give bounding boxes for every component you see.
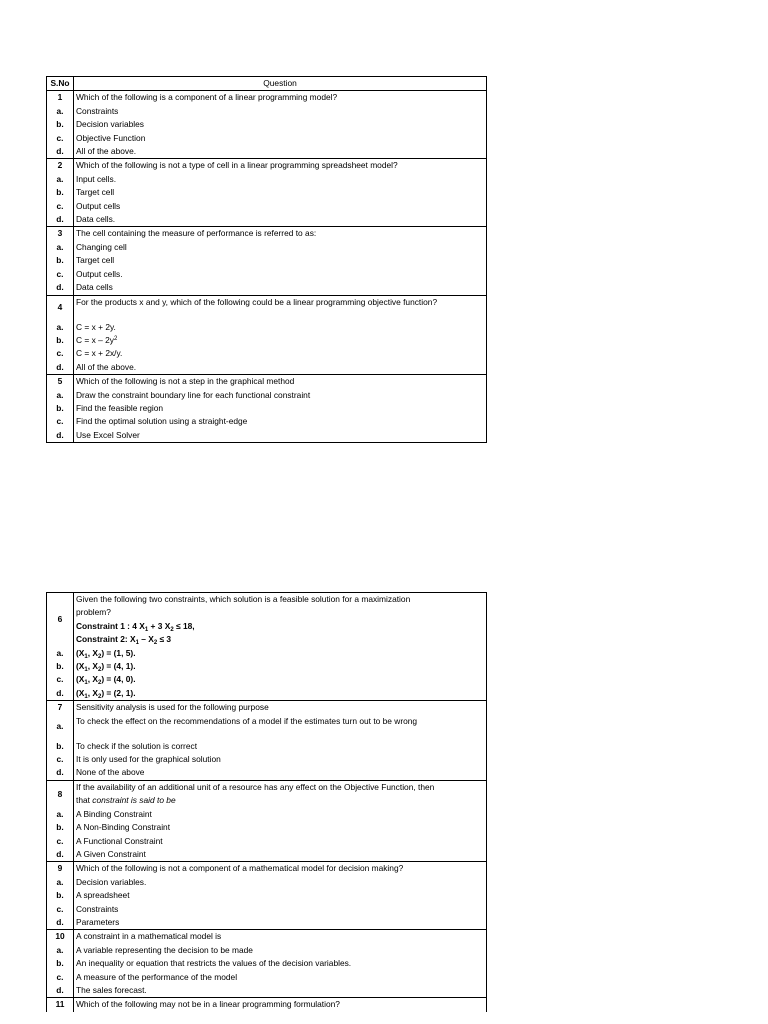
questions-table-1 [46,76,487,443]
option-text: It is only used for the graphical solution [74,753,487,766]
option-letter: a. [47,647,74,660]
option-letter: b. [47,118,74,131]
question-text: A constraint in a mathematical model is [74,930,487,944]
option-text: ($X_1$, $X_2) = (1$, 5). [74,647,487,660]
option-text: Parameters [74,916,487,930]
option-letter: b. [47,402,74,415]
option-text: Use Excel Solver [74,429,487,443]
option-letter: d. [47,361,74,375]
option-text: All of the above. [74,361,487,375]
option-text: Decision variables [74,118,487,131]
option-text: All of the above. [74,145,487,159]
question-number: 7 [47,701,74,715]
option-text: An inequality or equation that restricts the values of the decision variables. [74,957,487,970]
option-letter: b. [47,254,74,267]
option-text: To check if the solution is correct [74,740,487,753]
question-number: 2 [47,159,74,173]
option-text: None of the above [74,766,487,780]
option-text: A spreadsheet [74,889,487,902]
option-letter: c. [47,347,74,360]
question-text: For the products x and y, which of the following could be a linear programming objective function? [74,295,487,321]
option-letter: a. [47,715,74,740]
option-letter: b. [47,740,74,753]
option-letter: d. [47,145,74,159]
question-text-cont: problem? [74,606,487,619]
question-number: 8 [47,780,74,807]
option-text: Data cells. [74,213,487,227]
option-letter: c. [47,132,74,145]
option-text: ($X_1$, $X_2) = (4$, 0). [74,673,487,686]
option-letter: c. [47,835,74,848]
option-text: The sales forecast. [74,984,487,998]
option-text: A Functional Constraint [74,835,487,848]
option-letter: a. [47,389,74,402]
question-text: Which of the following may not be in a linear programming formulation? [74,998,487,1012]
option-letter: d. [47,916,74,930]
option-letter: b. [47,957,74,970]
question-number: 4 [47,295,74,321]
option-letter: d. [47,281,74,295]
option-text: Constraints [74,105,487,118]
option-letter: d. [47,766,74,780]
option-text: Changing cell [74,241,487,254]
option-letter: a. [47,808,74,821]
option-letter: d. [47,213,74,227]
question-number: 10 [47,930,74,944]
option-letter: b. [47,821,74,834]
question-number: 9 [47,862,74,876]
option-text: Draw the constraint boundary line for each functional constraint [74,389,487,402]
question-text: Which of the following is not a component of a mathematical model for decision making? [74,862,487,876]
option-text: Input cells. [74,173,487,186]
option-text: To check the effect on the recommendations of a model if the estimates turn out to be wrong [74,715,487,740]
option-letter: d. [47,429,74,443]
question-number: 11 [47,998,74,1012]
option-letter: a. [47,944,74,957]
question-number: 3 [47,227,74,241]
option-letter: b. [47,889,74,902]
option-text: $C = x - 2y^2$ [74,334,487,347]
question-text: Which of the following is a component of a linear programming model? [74,91,487,105]
option-text: ($X_1$, $X_2) = (2$, 1). [74,687,487,701]
option-letter: c. [47,753,74,766]
option-text: ($X_1$, $X_2) = (4$, 1). [74,660,487,673]
option-letter: a. [47,241,74,254]
option-text: Objective Function [74,132,487,145]
option-text: Output cells. [74,268,487,281]
option-text: Output cells [74,200,487,213]
option-text: C = x + 2x/y. [74,347,487,360]
option-text: Target cell [74,254,487,267]
question-text: Which of the following is not a step in the graphical method [74,375,487,389]
option-letter: c. [47,268,74,281]
question-number: 1 [47,91,74,105]
option-letter: a. [47,105,74,118]
constraint-2: Constraint 2: $X_1 - X_2 \le 3$ [74,633,487,646]
option-text: Target cell [74,186,487,199]
option-letter: a. [47,876,74,889]
header-sno: S.No [47,77,74,91]
option-letter: b. [47,660,74,673]
option-letter: b. [47,334,74,347]
question-number: 5 [47,375,74,389]
option-text: Data cells [74,281,487,295]
option-letter: c. [47,971,74,984]
option-text: Find the optimal solution using a straight-edge [74,415,487,428]
option-letter: c. [47,673,74,686]
option-letter: d. [47,984,74,998]
question-text: Which of the following is not a type of cell in a linear programming spreadsheet model? [74,159,487,173]
option-text: Decision variables. [74,876,487,889]
option-letter: d. [47,687,74,701]
option-letter: a. [47,321,74,334]
option-letter: b. [47,186,74,199]
option-text: A Given Constraint [74,848,487,862]
questions-table-2 [46,592,487,1012]
option-text: A variable representing the decision to be made [74,944,487,957]
option-letter: a. [47,173,74,186]
question-text: Sensitivity analysis is used for the following purpose [74,701,487,715]
question-number: 6 [47,593,74,647]
option-letter: d. [47,848,74,862]
option-text: A measure of the performance of the model [74,971,487,984]
option-text: A Binding Constraint [74,808,487,821]
option-letter: c. [47,903,74,916]
option-text: A Non-Binding Constraint [74,821,487,834]
option-text: Constraints [74,903,487,916]
question-text: If the availability of an additional unit of a resource has any effect on the Objective Function, then [74,780,487,794]
question-text-cont: that constraint is said to be [74,794,487,807]
question-text: The cell containing the measure of performance is referred to as: [74,227,487,241]
option-letter: c. [47,200,74,213]
option-text: C = x + 2y. [74,321,487,334]
constraint-1: Constraint 1 : 4 $X_1 + 3$ $X_2 \le 18$, [74,620,487,633]
option-text: Find the feasible region [74,402,487,415]
option-letter: c. [47,415,74,428]
question-text: Given the following two constraints, which solution is a feasible solution for a maximization [74,593,487,607]
header-question: Question [74,77,487,91]
